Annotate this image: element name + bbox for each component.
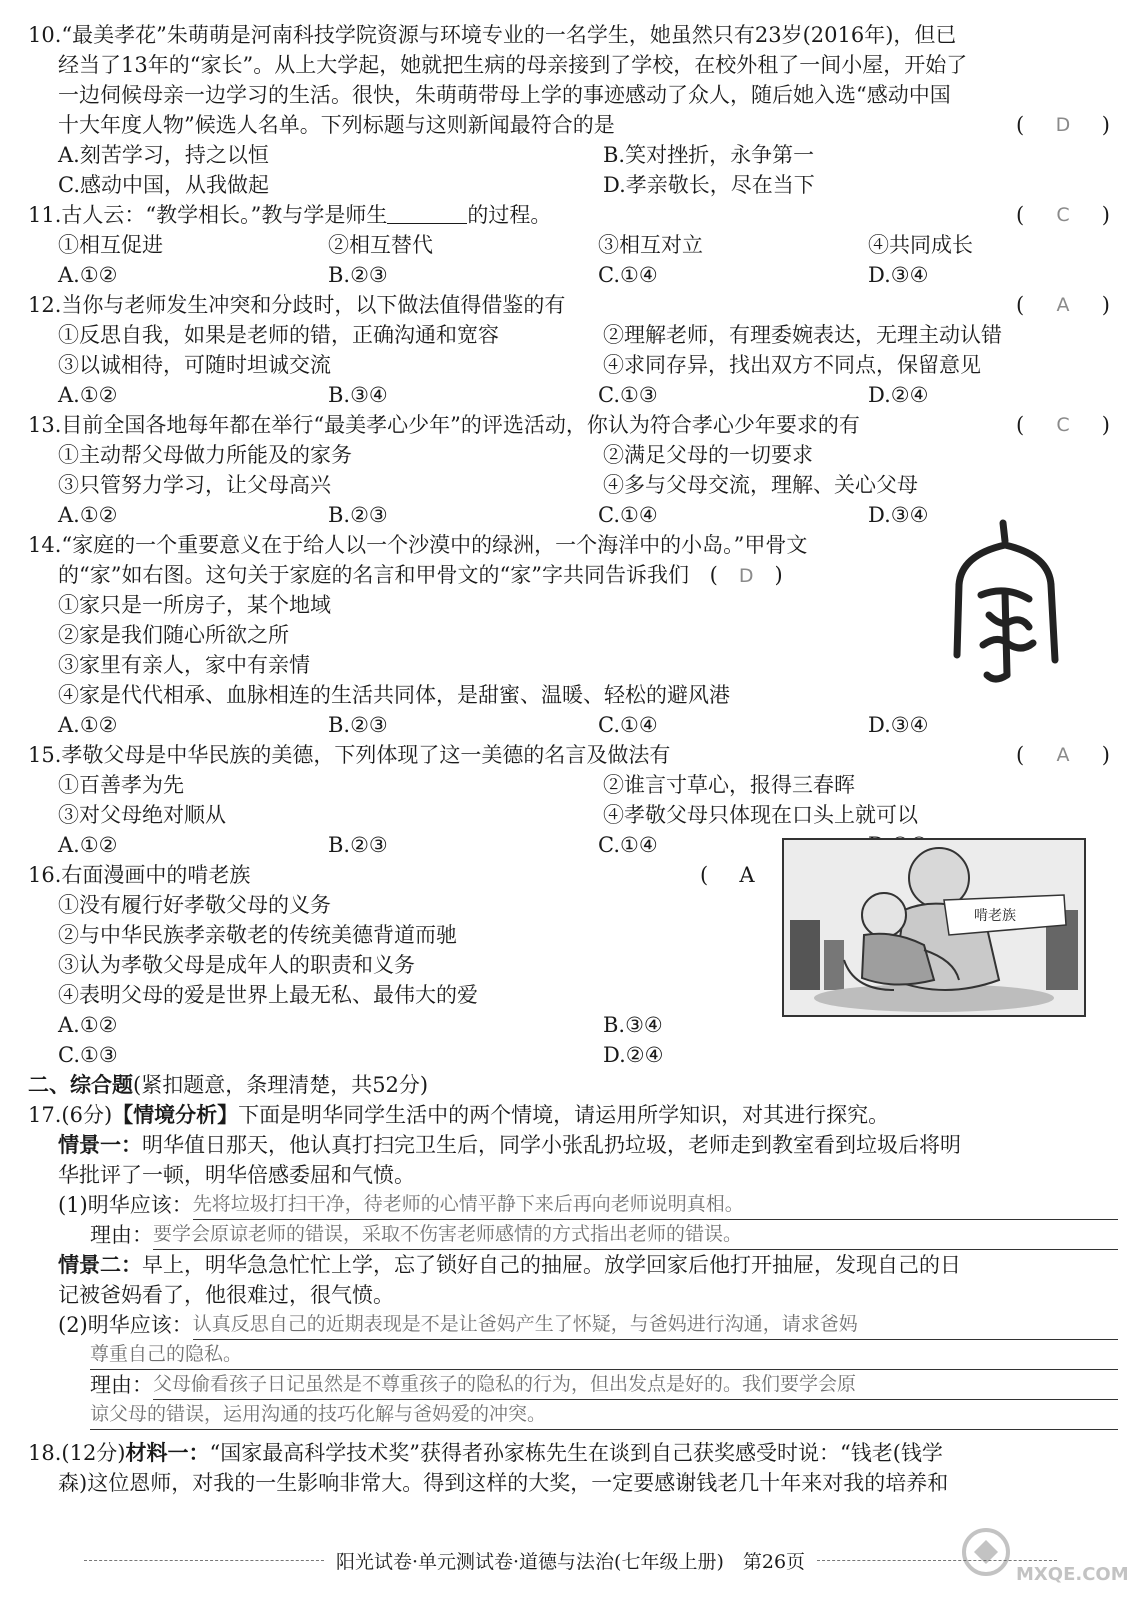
q12-item-3: ③以诚相待，可随时坦诚交流 xyxy=(58,353,331,377)
q13-items xyxy=(28,440,1118,500)
q11-blank xyxy=(387,201,467,224)
watermark-icon xyxy=(956,1522,1131,1592)
q16-option-d: D.②④ xyxy=(603,1043,664,1067)
q16-answer: A xyxy=(739,863,755,887)
q14-answer: D xyxy=(738,565,754,587)
q13-answer-slot: ( C ) xyxy=(1016,410,1110,440)
q12-stem-text: 12.当你与老师发生冲突和分歧时，以下做法值得借鉴的有 xyxy=(28,293,566,317)
q10-line-1: 10.“最美孝花”朱萌萌是河南科技学院资源与环境专业的一名学生，她虽然只有23岁(2016年)，但已 xyxy=(28,23,957,47)
q15-option-a: A.①② xyxy=(58,833,118,857)
q10-answer-slot: ( D ) xyxy=(1016,110,1110,140)
q18-head: 18.(12分) xyxy=(28,1441,126,1465)
q16-item-2: ②与中华民族孝亲敬老的传统美德背道而驰 xyxy=(58,923,457,947)
q12-stem xyxy=(28,290,1118,320)
q18-text-1: “国家最高科学技术奖”获得者孙家栋先生在谈到自己获奖感受时说：“钱老(钱学 xyxy=(209,1441,943,1465)
q12-options xyxy=(28,380,1118,410)
q14-option-d: D.③④ xyxy=(868,713,929,737)
q14-answer-slot: ( D ) xyxy=(709,563,783,587)
q15-stem xyxy=(28,740,1118,770)
q13-item-4: ④多与父母交流，理解、关心父母 xyxy=(603,473,918,497)
q10-answer: D xyxy=(1055,114,1071,136)
q11-answer: C xyxy=(1056,204,1070,226)
question-18 xyxy=(28,1438,1118,1498)
q15-items xyxy=(28,770,1118,830)
q17-scene1-label: 情景一： xyxy=(58,1132,142,1157)
q10-line-4-text: 十大年度人物”候选人名单。下列标题与这则新闻最符合的是 xyxy=(58,113,615,137)
q10-options xyxy=(28,140,1118,200)
q11-stem-after: 的过程。 xyxy=(467,203,552,227)
q16-option-b: B.③④ xyxy=(603,1013,663,1037)
q11-options xyxy=(28,260,1118,290)
q12-option-a: A.①② xyxy=(58,383,118,407)
q17-part2-answer-1: 认真反思自己的近期表现是不是让爸妈产生了怀疑，与爸妈进行沟通，请求爸妈 xyxy=(193,1310,1118,1340)
q16-option-c: C.①③ xyxy=(58,1043,118,1067)
q15-item-3: ③对父母绝对顺从 xyxy=(58,803,226,827)
q16-item-4: ④表明父母的爱是世界上最无私、最伟大的爱 xyxy=(58,983,478,1007)
q17-reason2-cont xyxy=(28,1400,1118,1430)
q14-options xyxy=(28,710,1118,740)
q10-option-c: C.感动中国，从我做起 xyxy=(58,173,269,197)
q14-line-2-text: 的“家”如右图。这句关于家庭的名言和甲骨文的“家”字共同告诉我们 xyxy=(58,563,689,587)
q10-line-4 xyxy=(28,110,1118,140)
q12-option-c: C.①③ xyxy=(598,383,658,407)
oracle-bone-glyph-icon xyxy=(945,515,1065,690)
q17-reason2-answer-1: 父母偷看孩子日记虽然是不尊重孩子的隐私的行为，但出发点是好的。我们要学会原 xyxy=(153,1370,1118,1400)
q16-item-1: ①没有履行好孝敬父母的义务 xyxy=(58,893,331,917)
q16-stem-text: 16.右面漫画中的啃老族 xyxy=(28,863,251,887)
q16-answer-slot: ( A xyxy=(700,860,794,890)
q11-item-3: ③相互对立 xyxy=(598,233,703,257)
question-12 xyxy=(28,290,1118,410)
q11-stem-before: 11.古人云：“教学相长。”教与学是师生 xyxy=(28,203,388,227)
q12-item-2: ②理解老师，有理委婉表达，无理主动认错 xyxy=(603,323,1002,347)
q15-answer: A xyxy=(1056,744,1070,766)
q17-reason2 xyxy=(28,1370,1118,1400)
q14-item-4: ④家是代代相承、血脉相连的生活共同体，是甜蜜、温暖、轻松的避风港 xyxy=(58,683,730,707)
q14-option-b: B.②③ xyxy=(328,713,388,737)
q17-scene2-label: 情景二： xyxy=(58,1252,142,1277)
q13-item-1: ①主动帮父母做力所能及的家务 xyxy=(58,443,352,467)
question-13 xyxy=(28,410,1118,530)
q11-option-c: C.①④ xyxy=(598,263,658,287)
footer-dash-left xyxy=(84,1560,324,1561)
q12-option-b: B.③④ xyxy=(328,383,388,407)
exam-page xyxy=(28,20,1118,1498)
q17-reason2-answer-2: 谅父母的错误，运用沟通的技巧化解与爸妈爱的冲突。 xyxy=(90,1400,1118,1430)
question-17 xyxy=(28,1100,1118,1430)
q11-item-1: ①相互促进 xyxy=(58,233,163,257)
q17-part1-answer: 先将垃圾打扫干净，待老师的心情平静下来后再向老师说明真相。 xyxy=(193,1190,1118,1220)
watermark-text: MXQE.COM xyxy=(1016,1564,1129,1585)
q12-answer-slot: ( A ) xyxy=(1016,290,1110,320)
q15-answer-slot: ( A ) xyxy=(1016,740,1110,770)
q12-item-4: ④求同存异，找出双方不同点，保留意见 xyxy=(603,353,981,377)
q15-item-1: ①百善孝为先 xyxy=(58,773,184,797)
q11-item-4: ④共同成长 xyxy=(868,233,973,257)
q17-scene1-line-1 xyxy=(28,1130,1118,1160)
q11-option-d: D.③④ xyxy=(868,263,929,287)
q14-item-1: ①家只是一所房子，某个地域 xyxy=(58,593,331,617)
q17-part1 xyxy=(28,1190,1118,1220)
question-10 xyxy=(28,20,1118,200)
q13-option-b: B.②③ xyxy=(328,503,388,527)
q17-scene2-line-2: 记被爸妈看了，他很难过，很气愤。 xyxy=(58,1283,394,1307)
neet-cartoon xyxy=(782,838,1086,1017)
q17-part2-cont xyxy=(28,1340,1118,1370)
q15-item-2: ②谁言寸草心，报得三春晖 xyxy=(603,773,855,797)
q13-stem-text: 13.目前全国各地每年都在举行“最美孝心少年”的评选活动，你认为符合孝心少年要求的有 xyxy=(28,413,860,437)
q17-scene2-text-1: 早上，明华急急忙忙上学，忘了锁好自己的抽屉。放学回家后他打开抽屉，发现自己的日 xyxy=(142,1253,961,1277)
q17-reason1-answer: 要学会原谅老师的错误，采取不伤害老师感情的方式指出老师的错误。 xyxy=(153,1220,1118,1250)
q14-option-a: A.①② xyxy=(58,713,118,737)
q18-material-label: 材料一： xyxy=(125,1440,210,1465)
q12-item-1: ①反思自我，如果是老师的错，正确沟通和宽容 xyxy=(58,323,499,347)
footer-text: 阳光试卷·单元测试卷·道德与法治(七年级上册) 第26页 xyxy=(335,1550,806,1573)
q18-line-2: 森)这位恩师，对我的一生影响非常大。得到这样的大奖，一定要感谢钱老几十年来对我的培养和 xyxy=(58,1471,949,1495)
q13-option-d: D.③④ xyxy=(868,503,929,527)
q17-part1-label: (1)明华应该： xyxy=(58,1193,193,1217)
section-2-heading xyxy=(28,1070,1118,1100)
q10-line-2: 经当了13年的“家长”。从上大学起，她就把生病的母亲接到了学校，在校外租了一间小屋，开始了 xyxy=(58,53,968,77)
oracle-bone-jia-glyph xyxy=(945,515,1065,690)
q17-stem xyxy=(28,1100,1118,1130)
q17-tag: 【情境分析】 xyxy=(112,1102,239,1127)
q15-option-c: C.①④ xyxy=(598,833,658,857)
q17-reason1 xyxy=(28,1220,1118,1250)
q10-line-3: 一边伺候母亲一边学习的生活。很快，朱萌萌带母上学的事迹感动了众人，随后她入选“感动中国 xyxy=(58,83,951,107)
q11-option-b: B.②③ xyxy=(328,263,388,287)
q18-line-1 xyxy=(28,1438,1118,1468)
q16-options xyxy=(28,1010,1118,1070)
q11-items xyxy=(28,230,1118,260)
cartoon-label: 啃老族 xyxy=(974,908,1016,924)
q17-part2-answer-2: 尊重自己的隐私。 xyxy=(90,1340,1118,1370)
q17-part2-label: (2)明华应该： xyxy=(58,1313,193,1337)
q17-scene2-line-1 xyxy=(28,1250,1118,1280)
q11-answer-slot: ( C ) xyxy=(1016,200,1110,230)
q11-item-2: ②相互替代 xyxy=(328,233,433,257)
q17-scene1-text-1: 明华值日那天，他认真打扫完卫生后，同学小张乱扔垃圾，老师走到教室看到垃圾后将明 xyxy=(142,1133,961,1157)
q15-item-4: ④孝敬父母只体现在口头上就可以 xyxy=(603,803,918,827)
q10-option-b: B.笑对挫折，永争第一 xyxy=(603,143,815,167)
q13-item-3: ③只管努力学习，让父母高兴 xyxy=(58,473,331,497)
watermark-logo xyxy=(956,1522,1131,1592)
q17-head: 17.(6分) xyxy=(28,1103,113,1127)
q16-option-a: A.①② xyxy=(58,1013,118,1037)
q17-reason1-label: 理由： xyxy=(90,1223,153,1247)
q17-reason2-label: 理由： xyxy=(90,1373,153,1397)
q13-option-c: C.①④ xyxy=(598,503,658,527)
q15-option-b: B.②③ xyxy=(328,833,388,857)
q10-option-d: D.孝亲敬长，尽在当下 xyxy=(603,173,815,197)
q17-scene1-line-2: 华批评了一顿，明华倍感委屈和气愤。 xyxy=(58,1163,415,1187)
q16-item-3: ③认为孝敬父母是成年人的职责和义务 xyxy=(58,953,415,977)
q12-answer: A xyxy=(1056,294,1070,316)
q14-item-2: ②家是我们随心所欲之所 xyxy=(58,623,289,647)
question-11 xyxy=(28,200,1118,290)
q11-option-a: A.①② xyxy=(58,263,118,287)
q13-stem xyxy=(28,410,1118,440)
cartoon-illustration xyxy=(784,840,1084,1015)
q13-answer: C xyxy=(1056,414,1070,436)
q13-item-2: ②满足父母的一切要求 xyxy=(603,443,813,467)
q14-option-c: C.①④ xyxy=(598,713,658,737)
q11-stem xyxy=(28,200,1118,230)
q13-option-a: A.①② xyxy=(58,503,118,527)
q12-option-d: D.②④ xyxy=(868,383,929,407)
q15-stem-text: 15.孝敬父母是中华民族的美德，下列体现了这一美德的名言及做法有 xyxy=(28,743,671,767)
q10-option-a: A.刻苦学习，持之以恒 xyxy=(58,143,269,167)
q14-item-3: ③家里有亲人，家中有亲情 xyxy=(58,653,310,677)
q14-line-1: 14.“家庭的一个重要意义在于给人以一个沙漠中的绿洲，一个海洋中的小岛。”甲骨文 xyxy=(28,533,808,557)
section-2-title: 二、综合题 xyxy=(28,1072,133,1097)
q17-part2 xyxy=(28,1310,1118,1340)
q12-items xyxy=(28,320,1118,380)
q17-stem-text: 下面是明华同学生活中的两个情境，请运用所学知识，对其进行探究。 xyxy=(238,1103,890,1127)
section-2-note: (紧扣题意，条理清楚，共52分) xyxy=(133,1073,429,1097)
